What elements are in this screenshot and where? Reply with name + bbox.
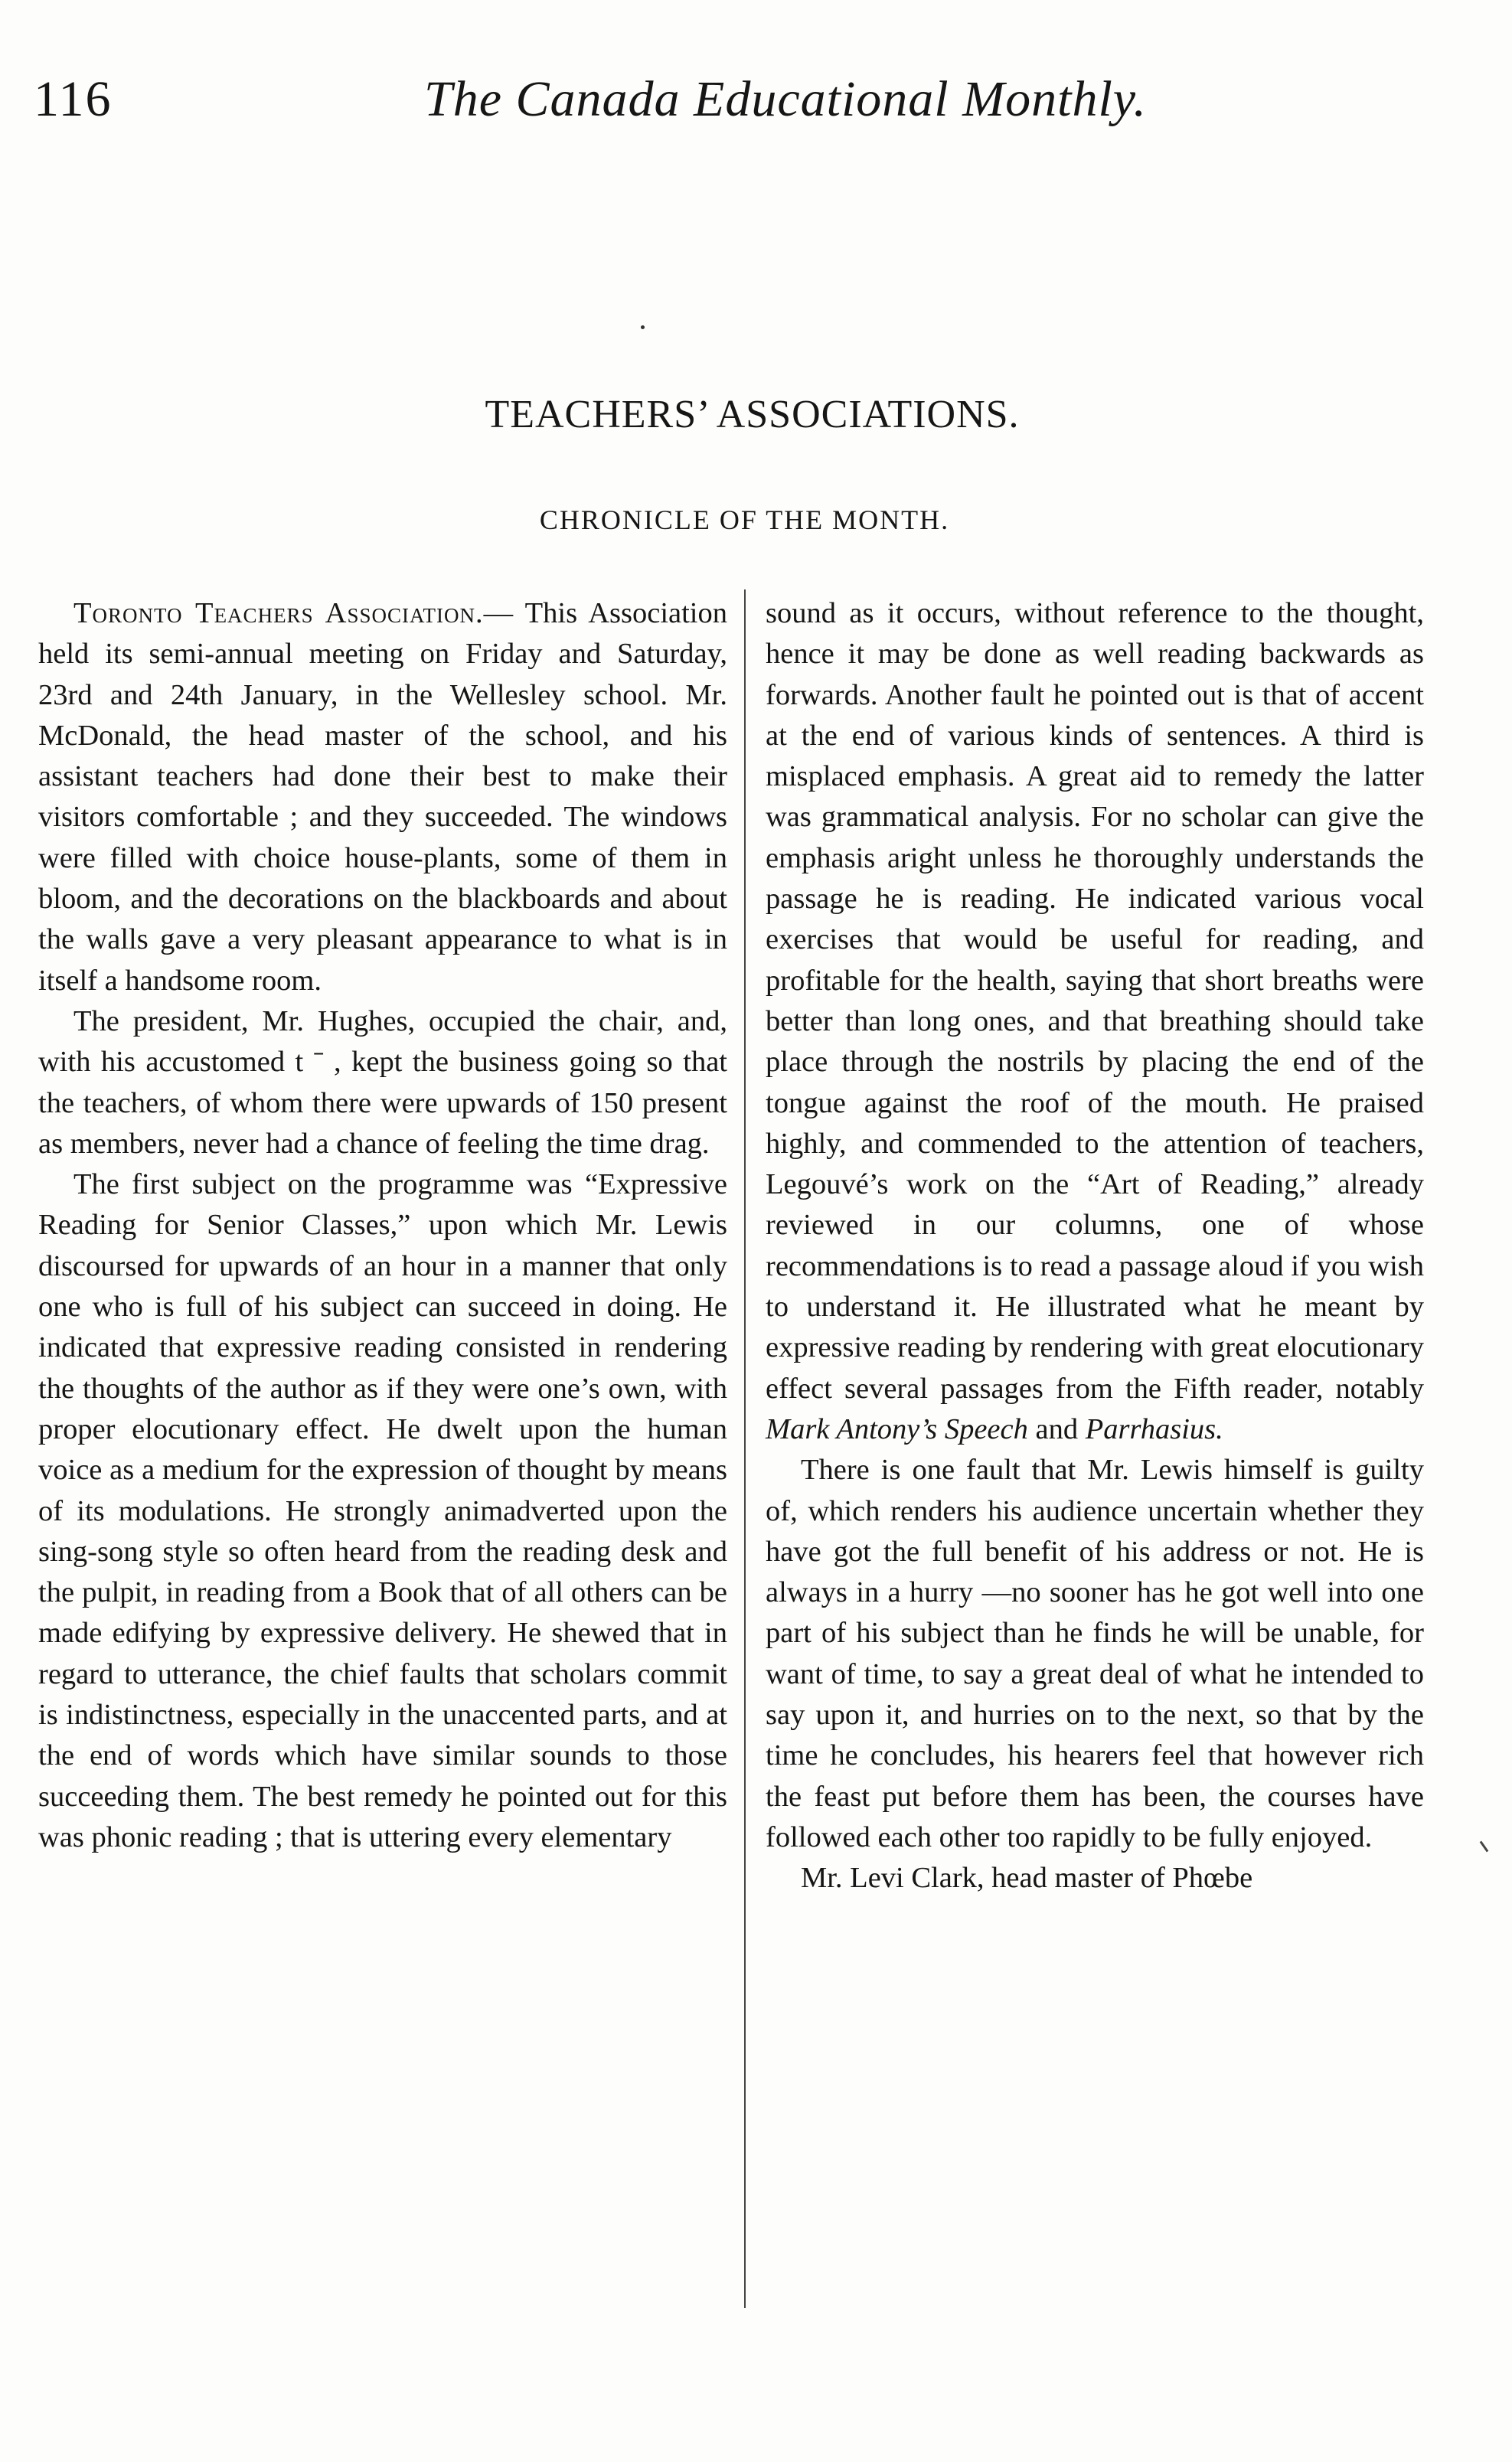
article-subheading <box>0 504 1512 536</box>
italic-title: Parrhasius. <box>1085 1412 1223 1445</box>
right-column <box>766 593 1424 1899</box>
paragraph <box>38 593 727 1001</box>
left-column <box>38 593 727 1858</box>
paragraph-text: sound as it occurs, without reference to the thought, hence it may be done as well reading backwards as forwards. Another fault he pointed out is that of accent at the end of various kinds of sentences. A third is misplaced emphasis. A great aid to remedy the latter was grammatical analysis. For no scholar can give the emphasis aright unless he thoroughly understands the passage he is reading. He indicated various vocal exercises that would be useful for reading, and profitable for the health, saying that short breaths were better than long ones, and that breathing should take place through the nostrils by placing the end of the tongue against the roof of the mouth. He praised highly, and commended to the attention of teachers, Legouvé’s work on the “Art of Reading,” already reviewed in our columns, one of whose recommendations is to read a passage aloud if you wish to understand it. He illustrated what he meant by expressive reading by rendering with great elocutionary effect several passages from the Fifth reader, notably <box>766 597 1424 1405</box>
page-header <box>34 70 1147 155</box>
column-divider <box>744 589 746 2308</box>
article-subheading-text: CHRONICLE OF THE MONTH. <box>539 504 950 535</box>
paragraph: There is one fault that Mr. Lewis himself is guilty of, which renders his audience uncertain whether they have got the full benefit of his address or not. He is always in a hurry —no sooner has he got well into one part of his subject than he finds he will be unable, for want of time, to say a great deal of what he intended to say upon it, and hurries on to the next, so that by the time he concludes, his hearers feel that however rich the feast put before them has been, the courses have followed each other too rapidly to be fully enjoyed. <box>766 1454 1424 1853</box>
paragraph: Mr. Levi Clark, head master of Phœbe <box>801 1862 1253 1895</box>
conjunction: and <box>1035 1412 1079 1445</box>
page-number: 116 <box>34 71 113 127</box>
italic-title: Mark Antony’s Speech <box>766 1412 1028 1445</box>
section-lead: Toronto Teachers Association. <box>73 597 484 629</box>
article-heading-text: TEACHERS’ ASSOCIATIONS. <box>485 393 1020 436</box>
paragraph <box>766 593 1424 1450</box>
paragraph: The first subject on the programme was “Expressive Reading for Senior Classes,” upon which Mr. Lewis discoursed for upwards of an hour in a manner that only one who is full of his subject can succeed in doing. He indicated that expressive reading consisted in rendering the thoughts of the author as if they were one’s own, with proper elocutionary effect. He dwelt upon the human voice as a medium for the expression of thought by means of its modulations. He strongly animadverted upon the sing-song style so often heard from the reading desk and the pulpit, in reading from a Book that of all others can be made edifying by expressive delivery. He shewed that in regard to utterance, the chief faults that scholars commit is indistinctness, especially in the unaccented parts, and at the end of words which have similar sounds to those succeeding them. The best remedy he pointed out for this was phonic reading ; that is uttering every elementary <box>38 1168 727 1853</box>
paragraph-text: — This Association held its semi-annual meeting on Friday and Saturday, 23rd and 24th January, in the Wellesley school. Mr. McDonald, the head master of the school, and his assistant teachers had done their best to make their visitors comfortable ; and they succeeded. The windows were filled with choice house-plants, some of them in bloom, and the decorations on the blackboards and about the walls gave a very pleasant appearance to what is in itself a handsome room. <box>38 597 727 997</box>
paragraph: The president, Mr. Hughes, occupied the chair, and, with his accustomed t ˉ , kept the business going so that the teachers, of whom there were upwards of 150 present as members, never had a chance of feeling the time drag. <box>38 1004 727 1160</box>
article-heading <box>0 392 1512 437</box>
stray-dot <box>641 325 645 329</box>
running-title: The Canada Educational Monthly. <box>424 71 1147 127</box>
stray-mark <box>1480 1841 1489 1853</box>
